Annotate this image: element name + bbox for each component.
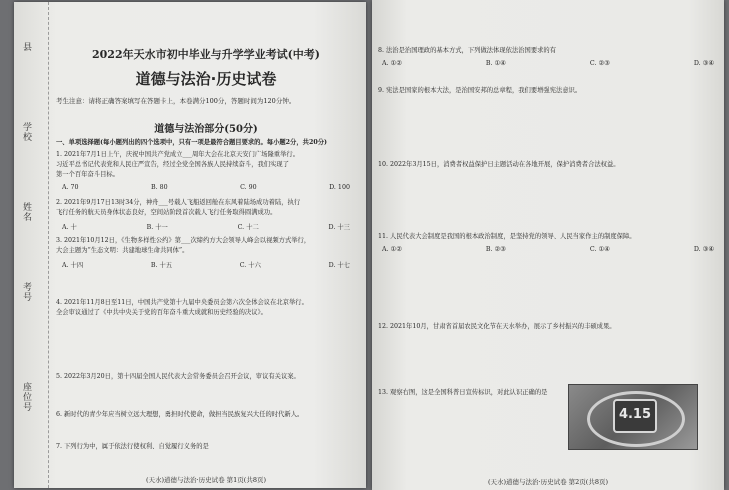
option-d: D. ③④ xyxy=(693,246,714,253)
option-d: D. ③④ xyxy=(693,60,714,67)
option-d: D. 十七 xyxy=(328,262,350,269)
page-footer: (天水)道德与法治·历史试卷 第1页(共8页) xyxy=(145,476,267,484)
question-line: 12. 2021年10月，甘肃省首届农民文化节在天水举办，展示了乡村振兴的丰硕成果。 xyxy=(378,323,616,330)
logo-badge: 4.15 xyxy=(613,399,657,433)
question-image xyxy=(568,384,698,450)
option-a: A. 十四 xyxy=(62,262,84,269)
subject-title: 道德与法治·历史试卷 xyxy=(135,70,277,88)
question-line: 全会审议通过了《中共中央关于党的百年奋斗重大成就和历史经验的决议》。 xyxy=(56,309,267,316)
question-line: 10. 2022年3月15日，消费者权益保护日主题活动在各地开展，保护消费者合法权益。 xyxy=(378,161,620,168)
option-a: A. 十 xyxy=(62,224,77,231)
option-c: C. ①④ xyxy=(589,246,610,253)
exam-title: 2022年天水市初中毕业与升学学业考试(中考) xyxy=(91,48,321,61)
option-b: B. 80 xyxy=(151,184,168,191)
exam-page-left xyxy=(14,2,366,488)
option-c: C. 十六 xyxy=(239,262,261,269)
binding-strip xyxy=(14,2,49,488)
options-row xyxy=(62,260,350,269)
question-line: 2. 2021年9月17日13时34分，神舟___号载人飞船返回舱在东风着陆场成功着陆，执行 xyxy=(56,199,301,206)
option-c: C. 十二 xyxy=(237,224,259,231)
option-b: B. 十五 xyxy=(150,262,173,269)
binding-label: 县 xyxy=(21,42,31,52)
options-row xyxy=(382,60,714,67)
option-a: A. ①② xyxy=(382,60,402,67)
option-c: C. ②③ xyxy=(589,60,610,67)
option-b: B. 十一 xyxy=(146,224,168,231)
question-line: 6. 新时代的青少年应当树立远大理想，勇担时代使命，做担当民族复兴大任的时代新人。 xyxy=(56,411,304,418)
option-d: D. 十三 xyxy=(328,224,350,231)
question-line: 9. 宪法是国家的根本大法，是治国安邦的总章程，我们要增强宪法意识。 xyxy=(378,87,582,94)
page-content xyxy=(52,2,360,488)
binding-label: 考号 xyxy=(21,282,31,302)
option-b: B. ②③ xyxy=(485,246,506,253)
question-line: 4. 2021年11月8日至11日，中国共产党第十九届中央委员会第六次全体会议在北京举行。 xyxy=(56,299,308,306)
options-row xyxy=(62,222,350,231)
question-line: 大会主题为“生态文明：共建地球生命共同体”。 xyxy=(56,247,189,254)
question-line: 8. 法治是治国理政的基本方式，下列做法体现依法治国要求的有 xyxy=(378,47,557,54)
binding-label: 座位号 xyxy=(21,382,31,412)
binding-label: 学校 xyxy=(21,122,31,142)
question-line: 第一个百年奋斗目标。 xyxy=(56,171,119,178)
question-line: 飞行任务的航天员身体状态良好，空间站阶段首次载人飞行任务取得圆满成功。 xyxy=(56,209,277,216)
question-line: 1. 2021年7月1日上午，庆祝中国共产党成立___周年大会在北京天安门广场隆重举行。 xyxy=(56,151,299,158)
option-a: A. 70 xyxy=(62,184,79,191)
question-line: 习近平总书记代表党和人民庄严宣告，经过全党全国各族人民持续奋斗，我们实现了 xyxy=(56,161,289,168)
question-line: 3. 2021年10月12日，《生物多样性公约》第___次缔约方大会领导人峰会以视频方式举行， xyxy=(56,237,311,244)
option-b: B. ①④ xyxy=(485,60,506,67)
options-row xyxy=(382,246,714,253)
question-line: 5. 2022年3月20日，第十四届全国人民代表大会常务委员会召开会议，审议有关议案。 xyxy=(56,373,300,380)
question-line: 13. 观察右图，这是全国科普日宣传标识，对此认识正确的是 xyxy=(378,389,548,396)
page-footer: (天水)道德与法治·历史试卷 第2页(共8页) xyxy=(487,478,609,486)
option-c: C. 90 xyxy=(240,184,257,191)
part-title: 道德与法治部分(50分) xyxy=(154,124,258,135)
options-row xyxy=(62,184,350,191)
exam-page-right xyxy=(372,0,724,490)
section-heading: 一、单项选择题(每小题列出的四个选项中，只有一项是最符合题目要求的。每小题2分，共20分) xyxy=(56,139,327,146)
exam-notice: 考生注意：请将正确答案填写在答题卡上，本卷满分100分，答题时间为120分钟。 xyxy=(56,97,296,105)
question-line: 7. 下列行为中，属于依法行使权利、自觉履行义务的是 xyxy=(56,443,209,450)
option-a: A. ①② xyxy=(382,246,402,253)
option-d: D. 100 xyxy=(329,184,350,191)
binding-label: 姓名 xyxy=(21,202,31,222)
question-line: 11. 人民代表大会制度是我国的根本政治制度，是坚持党的领导、人民当家作主的制度保障。 xyxy=(378,233,636,240)
